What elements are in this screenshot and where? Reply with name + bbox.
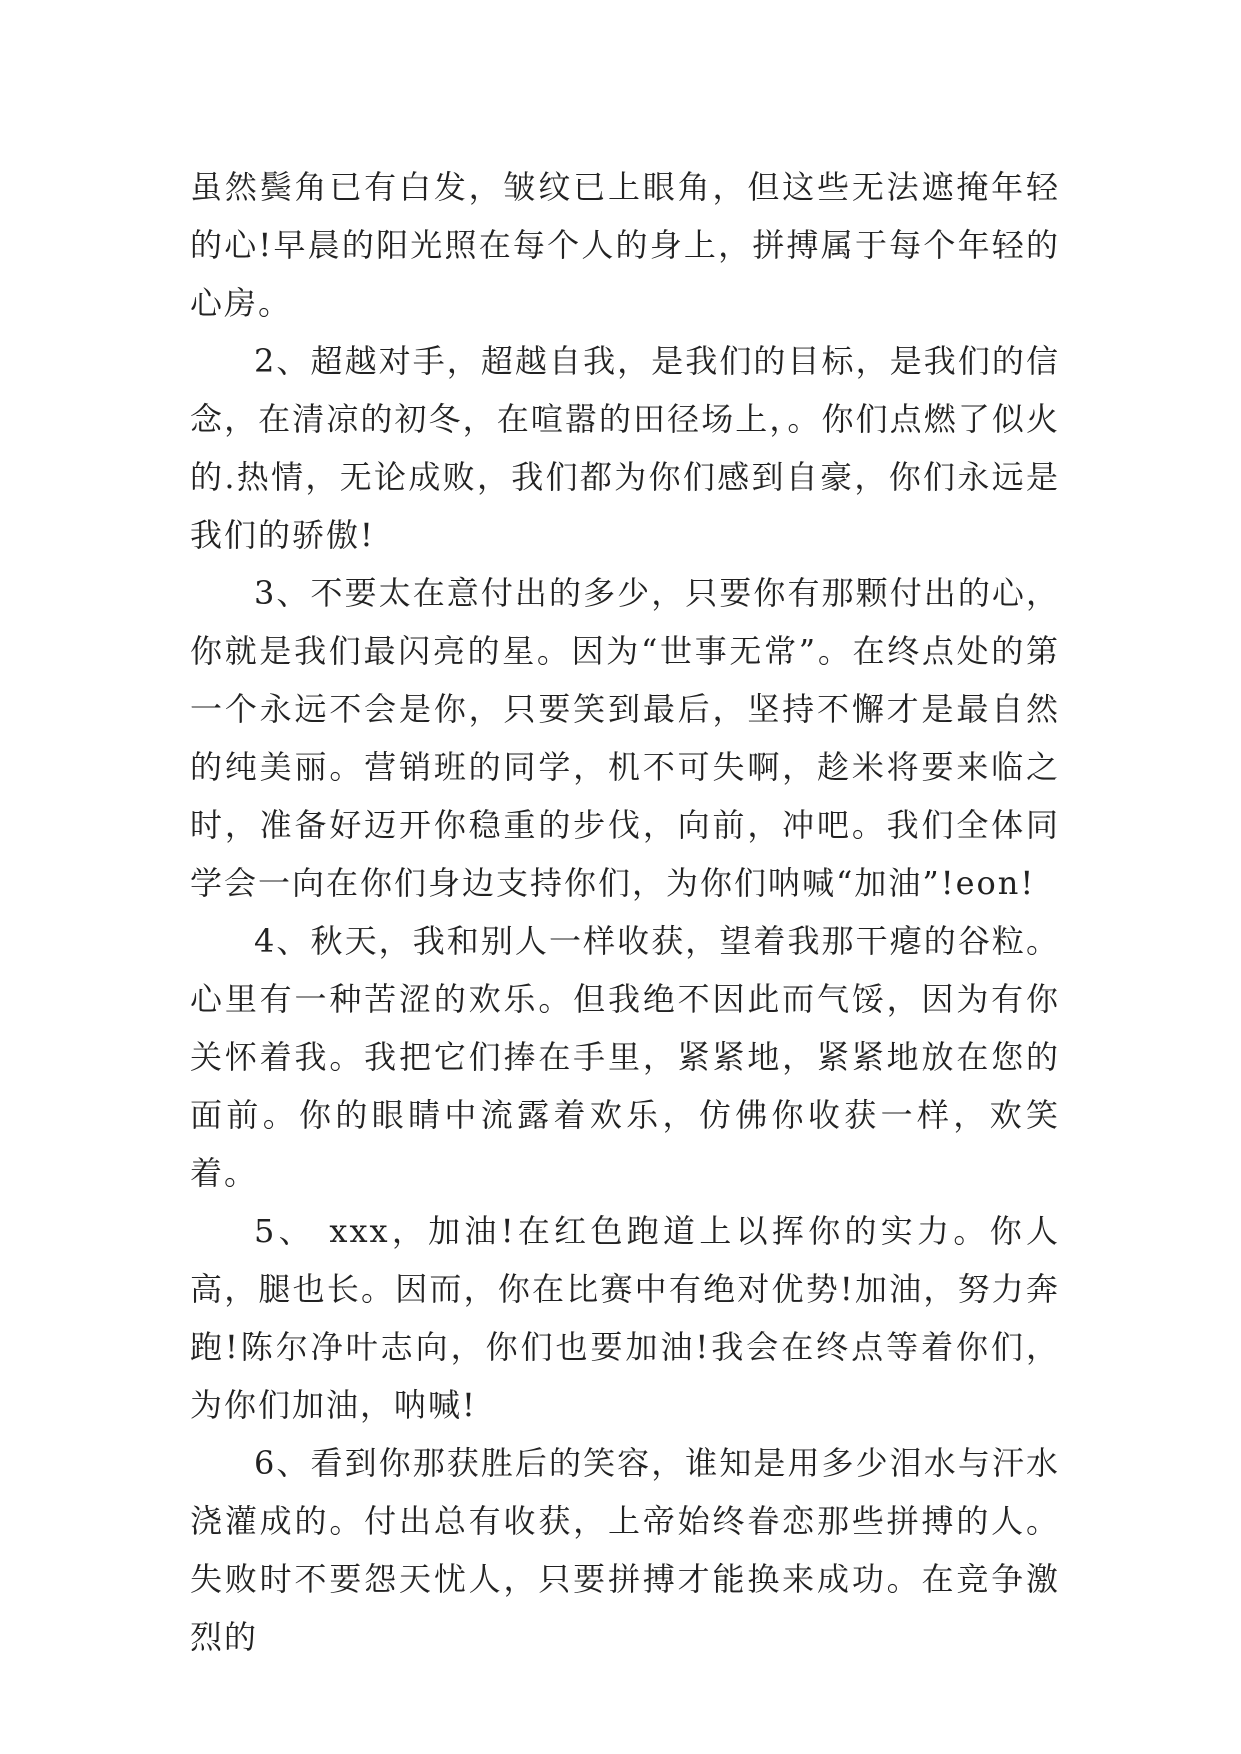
paragraph-intro: 虽然鬓角已有白发，皱纹已上眼角，但这些无法遮掩年轻的心!早晨的阳光照在每个人的身上，拼搏属于每个年轻的心房。	[190, 168, 1060, 322]
document-body	[190, 158, 1060, 1666]
paragraph-2: 2、超越对手，超越自我，是我们的目标，是我们的信念，在清凉的初冬，在喧嚣的田径场上，。你们点燃了似火的.热情，无论成败，我们都为你们感到自豪，你们永远是我们的骄傲!	[190, 342, 1060, 554]
paragraph-5: 5、 xxx，加油!在红色跑道上以挥你的实力。你人高，腿也长。因而，你在比赛中有绝对优势!加油，努力奔跑!陈尔净叶志向，你们也要加油!我会在终点等着你们，为你们加油，呐喊!	[190, 1212, 1060, 1424]
paragraph-6: 6、看到你那获胜后的笑容，谁知是用多少泪水与汗水浇灌成的。付出总有收获，上帝始终眷恋那些拼搏的人。失败时不要怨天忧人，只要拼搏才能换来成功。在竞争激烈的	[190, 1444, 1060, 1656]
paragraph-3: 3、不要太在意付出的多少，只要你有那颗付出的心，你就是我们最闪亮的星。因为“世事无常”。在终点处的第一个永远不会是你，只要笑到最后，坚持不懈才是最自然的纯美丽。营销班的同学，机不可失啊，趁米将要来临之时，准备好迈开你稳重的步伐，向前，冲吧。我们全体同学会一向在你们身边支持你们，为你们呐喊“加油”!eon!	[190, 574, 1060, 902]
paragraph-4: 4、秋天，我和别人一样收获，望着我那干瘪的谷粒。心里有一种苦涩的欢乐。但我绝不因此而气馁，因为有你关怀着我。我把它们捧在手里，紧紧地，紧紧地放在您的面前。你的眼睛中流露着欢乐，仿佛你收获一样，欢笑着。	[190, 922, 1060, 1192]
